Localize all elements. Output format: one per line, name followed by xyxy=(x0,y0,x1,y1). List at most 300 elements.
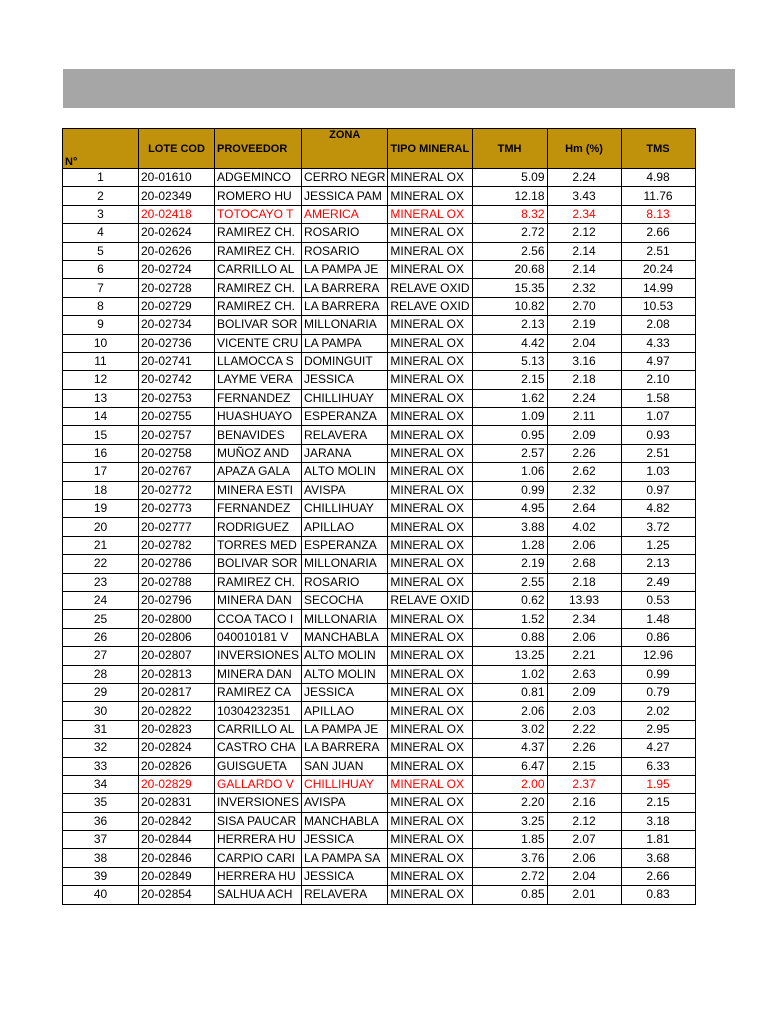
cell-number: 34 xyxy=(63,775,139,793)
cell-hm: 2.18 xyxy=(547,573,621,591)
cell-hm: 2.62 xyxy=(547,463,621,481)
cell-tms: 8.13 xyxy=(621,205,695,223)
cell-hm: 2.14 xyxy=(547,242,621,260)
cell-proveedor: RAMIREZ CH. xyxy=(215,573,302,591)
cell-tipo-mineral: RELAVE OXID xyxy=(388,279,472,297)
cell-hm: 2.24 xyxy=(547,389,621,407)
cell-proveedor: CARRILLO AL xyxy=(215,720,302,738)
cell-zona: LA BARRERA xyxy=(302,279,388,297)
cell-tipo-mineral: MINERAL OX xyxy=(388,187,472,205)
table-row xyxy=(63,316,696,334)
cell-tmh: 1.02 xyxy=(472,665,547,683)
cell-tmh: 4.37 xyxy=(472,739,547,757)
table-row xyxy=(63,518,696,536)
table-row xyxy=(63,867,696,885)
table-row xyxy=(63,297,696,315)
cell-hm: 2.68 xyxy=(547,555,621,573)
cell-number: 28 xyxy=(63,665,139,683)
cell-lote-cod: 20-02844 xyxy=(139,831,215,849)
cell-tms: 11.76 xyxy=(621,187,695,205)
cell-hm: 2.06 xyxy=(547,849,621,867)
cell-tipo-mineral: MINERAL OX xyxy=(388,665,472,683)
cell-tipo-mineral: MINERAL OX xyxy=(388,757,472,775)
cell-lote-cod: 20-02849 xyxy=(139,867,215,885)
cell-tipo-mineral: MINERAL OX xyxy=(388,371,472,389)
table-row xyxy=(63,242,696,260)
cell-proveedor: RODRIGUEZ xyxy=(215,518,302,536)
cell-number: 40 xyxy=(63,886,139,904)
table-row xyxy=(63,555,696,573)
cell-tmh: 0.99 xyxy=(472,481,547,499)
table-row xyxy=(63,389,696,407)
cell-tms: 2.51 xyxy=(621,242,695,260)
cell-hm: 2.19 xyxy=(547,316,621,334)
title-banner xyxy=(63,69,735,108)
cell-number: 13 xyxy=(63,389,139,407)
cell-zona: ROSARIO xyxy=(302,224,388,242)
cell-number: 20 xyxy=(63,518,139,536)
cell-proveedor: INVERSIONES xyxy=(215,794,302,812)
cell-lote-cod: 20-02842 xyxy=(139,812,215,830)
cell-zona: LA BARRERA xyxy=(302,739,388,757)
cell-zona: ESPERANZA xyxy=(302,408,388,426)
cell-zona: SAN JUAN xyxy=(302,757,388,775)
cell-tms: 4.97 xyxy=(621,352,695,370)
cell-tipo-mineral: MINERAL OX xyxy=(388,389,472,407)
cell-tmh: 2.20 xyxy=(472,794,547,812)
cell-zona: JESSICA xyxy=(302,831,388,849)
cell-tms: 1.25 xyxy=(621,536,695,554)
cell-hm: 3.16 xyxy=(547,352,621,370)
cell-tipo-mineral: MINERAL OX xyxy=(388,169,472,187)
cell-number: 7 xyxy=(63,279,139,297)
cell-proveedor: VICENTE CRU xyxy=(215,334,302,352)
cell-zona: SECOCHA xyxy=(302,591,388,609)
cell-proveedor: GUISGUETA xyxy=(215,757,302,775)
cell-hm: 2.37 xyxy=(547,775,621,793)
cell-zona: MILLONARIA xyxy=(302,555,388,573)
cell-lote-cod: 20-02806 xyxy=(139,628,215,646)
cell-lote-cod: 20-02767 xyxy=(139,463,215,481)
cell-tipo-mineral: MINERAL OX xyxy=(388,739,472,757)
cell-tmh: 20.68 xyxy=(472,260,547,278)
cell-proveedor: RAMIREZ CH. xyxy=(215,242,302,260)
cell-hm: 2.06 xyxy=(547,628,621,646)
cell-hm: 2.04 xyxy=(547,334,621,352)
table-row xyxy=(63,500,696,518)
cell-proveedor: RAMIREZ CH. xyxy=(215,279,302,297)
cell-number: 21 xyxy=(63,536,139,554)
table-row xyxy=(63,628,696,646)
cell-tipo-mineral: MINERAL OX xyxy=(388,886,472,904)
cell-number: 25 xyxy=(63,610,139,628)
cell-zona: JESSICA PAM xyxy=(302,187,388,205)
table-row xyxy=(63,720,696,738)
table-row xyxy=(63,812,696,830)
cell-lote-cod: 20-02817 xyxy=(139,683,215,701)
cell-tms: 1.48 xyxy=(621,610,695,628)
cell-tmh: 2.15 xyxy=(472,371,547,389)
cell-tipo-mineral: MINERAL OX xyxy=(388,831,472,849)
cell-zona: JARANA xyxy=(302,444,388,462)
cell-tmh: 3.25 xyxy=(472,812,547,830)
cell-tipo-mineral: MINERAL OX xyxy=(388,224,472,242)
cell-hm: 2.04 xyxy=(547,867,621,885)
cell-tmh: 13.25 xyxy=(472,647,547,665)
header-tipo-mineral: TIPO MINERAL xyxy=(388,129,472,169)
cell-number: 33 xyxy=(63,757,139,775)
cell-tipo-mineral: MINERAL OX xyxy=(388,260,472,278)
cell-proveedor: RAMIREZ CH. xyxy=(215,224,302,242)
cell-zona: ALTO MOLIN xyxy=(302,665,388,683)
cell-hm: 2.09 xyxy=(547,683,621,701)
cell-tms: 1.95 xyxy=(621,775,695,793)
table-row xyxy=(63,702,696,720)
cell-tmh: 2.00 xyxy=(472,775,547,793)
cell-zona: RELAVERA xyxy=(302,426,388,444)
cell-lote-cod: 20-02846 xyxy=(139,849,215,867)
cell-hm: 2.18 xyxy=(547,371,621,389)
cell-tms: 0.86 xyxy=(621,628,695,646)
cell-zona: APILLAO xyxy=(302,702,388,720)
cell-zona: AVISPA xyxy=(302,794,388,812)
cell-hm: 2.12 xyxy=(547,224,621,242)
cell-tms: 2.49 xyxy=(621,573,695,591)
cell-tmh: 4.42 xyxy=(472,334,547,352)
cell-tms: 2.95 xyxy=(621,720,695,738)
cell-proveedor: FERNANDEZ xyxy=(215,500,302,518)
cell-tmh: 12.18 xyxy=(472,187,547,205)
cell-tipo-mineral: MINERAL OX xyxy=(388,352,472,370)
cell-tms: 4.98 xyxy=(621,169,695,187)
cell-proveedor: 10304232351 xyxy=(215,702,302,720)
cell-tmh: 1.09 xyxy=(472,408,547,426)
cell-proveedor: TOTOCAYO T xyxy=(215,205,302,223)
cell-tms: 4.33 xyxy=(621,334,695,352)
cell-hm: 2.12 xyxy=(547,812,621,830)
cell-hm: 2.32 xyxy=(547,481,621,499)
cell-hm: 2.24 xyxy=(547,169,621,187)
cell-number: 24 xyxy=(63,591,139,609)
cell-proveedor: RAMIREZ CA xyxy=(215,683,302,701)
table-row xyxy=(63,665,696,683)
cell-number: 6 xyxy=(63,260,139,278)
cell-proveedor: APAZA GALA xyxy=(215,463,302,481)
cell-lote-cod: 20-02626 xyxy=(139,242,215,260)
cell-tmh: 2.19 xyxy=(472,555,547,573)
cell-tmh: 0.95 xyxy=(472,426,547,444)
cell-zona: JESSICA xyxy=(302,371,388,389)
cell-tms: 4.82 xyxy=(621,500,695,518)
cell-hm: 2.26 xyxy=(547,444,621,462)
cell-number: 37 xyxy=(63,831,139,849)
cell-number: 38 xyxy=(63,849,139,867)
cell-tms: 0.83 xyxy=(621,886,695,904)
cell-tms: 3.68 xyxy=(621,849,695,867)
table-row xyxy=(63,683,696,701)
cell-zona: ALTO MOLIN xyxy=(302,463,388,481)
table-row xyxy=(63,444,696,462)
cell-number: 19 xyxy=(63,500,139,518)
header-lote-cod: LOTE COD xyxy=(139,129,215,169)
cell-zona: CHILLIHUAY xyxy=(302,500,388,518)
cell-tms: 1.03 xyxy=(621,463,695,481)
cell-tipo-mineral: MINERAL OX xyxy=(388,647,472,665)
table-row xyxy=(63,187,696,205)
cell-tmh: 1.06 xyxy=(472,463,547,481)
cell-number: 32 xyxy=(63,739,139,757)
header-proveedor: PROVEEDOR xyxy=(215,129,302,169)
cell-proveedor: BOLIVAR SOR xyxy=(215,555,302,573)
cell-tipo-mineral: MINERAL OX xyxy=(388,683,472,701)
table-row xyxy=(63,481,696,499)
cell-tipo-mineral: MINERAL OX xyxy=(388,536,472,554)
cell-tipo-mineral: MINERAL OX xyxy=(388,812,472,830)
cell-tms: 12.96 xyxy=(621,647,695,665)
cell-zona: JESSICA xyxy=(302,867,388,885)
cell-lote-cod: 20-02786 xyxy=(139,555,215,573)
cell-number: 4 xyxy=(63,224,139,242)
cell-tms: 20.24 xyxy=(621,260,695,278)
cell-lote-cod: 20-02724 xyxy=(139,260,215,278)
cell-number: 2 xyxy=(63,187,139,205)
cell-tipo-mineral: MINERAL OX xyxy=(388,794,472,812)
cell-proveedor: HUASHUAYO xyxy=(215,408,302,426)
cell-hm: 2.32 xyxy=(547,279,621,297)
cell-tms: 2.02 xyxy=(621,702,695,720)
cell-hm: 2.22 xyxy=(547,720,621,738)
header-row xyxy=(63,129,696,169)
cell-hm: 2.34 xyxy=(547,610,621,628)
table-row xyxy=(63,831,696,849)
cell-tmh: 2.13 xyxy=(472,316,547,334)
cell-zona: MANCHABLA xyxy=(302,628,388,646)
cell-tms: 1.07 xyxy=(621,408,695,426)
cell-hm: 2.15 xyxy=(547,757,621,775)
cell-tipo-mineral: MINERAL OX xyxy=(388,702,472,720)
cell-lote-cod: 20-02772 xyxy=(139,481,215,499)
cell-number: 11 xyxy=(63,352,139,370)
table-row xyxy=(63,224,696,242)
cell-hm: 2.07 xyxy=(547,831,621,849)
cell-zona: AVISPA xyxy=(302,481,388,499)
table-row xyxy=(63,775,696,793)
cell-number: 26 xyxy=(63,628,139,646)
header-tms: TMS xyxy=(621,129,695,169)
cell-zona: CERRO NEGR xyxy=(302,169,388,187)
cell-proveedor: CARPIO CARI xyxy=(215,849,302,867)
cell-lote-cod: 20-02777 xyxy=(139,518,215,536)
header-number: N° xyxy=(63,129,139,169)
cell-tms: 2.66 xyxy=(621,867,695,885)
cell-tipo-mineral: MINERAL OX xyxy=(388,463,472,481)
cell-tipo-mineral: MINERAL OX xyxy=(388,628,472,646)
cell-tms: 6.33 xyxy=(621,757,695,775)
table-row xyxy=(63,610,696,628)
cell-number: 30 xyxy=(63,702,139,720)
cell-number: 16 xyxy=(63,444,139,462)
cell-hm: 2.11 xyxy=(547,408,621,426)
cell-zona: DOMINGUIT xyxy=(302,352,388,370)
cell-proveedor: HERRERA HU xyxy=(215,867,302,885)
table-row xyxy=(63,408,696,426)
cell-proveedor: MINERA ESTI xyxy=(215,481,302,499)
cell-lote-cod: 20-02824 xyxy=(139,739,215,757)
cell-number: 23 xyxy=(63,573,139,591)
table-row xyxy=(63,757,696,775)
cell-zona: RELAVERA xyxy=(302,886,388,904)
cell-lote-cod: 20-02800 xyxy=(139,610,215,628)
table-row xyxy=(63,205,696,223)
cell-zona: LA PAMPA xyxy=(302,334,388,352)
cell-tms: 3.72 xyxy=(621,518,695,536)
cell-lote-cod: 20-01610 xyxy=(139,169,215,187)
cell-proveedor: RAMIREZ CH. xyxy=(215,297,302,315)
cell-lote-cod: 20-02729 xyxy=(139,297,215,315)
cell-lote-cod: 20-02755 xyxy=(139,408,215,426)
cell-proveedor: CCOA TACO I xyxy=(215,610,302,628)
cell-tms: 0.97 xyxy=(621,481,695,499)
cell-tipo-mineral: MINERAL OX xyxy=(388,867,472,885)
cell-tipo-mineral: MINERAL OX xyxy=(388,775,472,793)
table-row xyxy=(63,536,696,554)
cell-tms: 0.79 xyxy=(621,683,695,701)
cell-hm: 4.02 xyxy=(547,518,621,536)
table-row xyxy=(63,279,696,297)
table-row xyxy=(63,334,696,352)
cell-tmh: 1.28 xyxy=(472,536,547,554)
cell-tms: 2.08 xyxy=(621,316,695,334)
table-row xyxy=(63,371,696,389)
cell-lote-cod: 20-02753 xyxy=(139,389,215,407)
cell-tms: 2.15 xyxy=(621,794,695,812)
cell-tms: 0.93 xyxy=(621,426,695,444)
cell-tipo-mineral: MINERAL OX xyxy=(388,408,472,426)
cell-number: 18 xyxy=(63,481,139,499)
header-hm: Hm (%) xyxy=(547,129,621,169)
cell-lote-cod: 20-02734 xyxy=(139,316,215,334)
cell-tms: 0.99 xyxy=(621,665,695,683)
cell-lote-cod: 20-02854 xyxy=(139,886,215,904)
cell-lote-cod: 20-02813 xyxy=(139,665,215,683)
cell-tipo-mineral: MINERAL OX xyxy=(388,500,472,518)
cell-hm: 2.03 xyxy=(547,702,621,720)
cell-zona: ESPERANZA xyxy=(302,536,388,554)
cell-lote-cod: 20-02788 xyxy=(139,573,215,591)
cell-number: 29 xyxy=(63,683,139,701)
cell-number: 10 xyxy=(63,334,139,352)
table-row xyxy=(63,591,696,609)
cell-tmh: 1.85 xyxy=(472,831,547,849)
cell-tipo-mineral: MINERAL OX xyxy=(388,481,472,499)
cell-tms: 1.58 xyxy=(621,389,695,407)
cell-tipo-mineral: MINERAL OX xyxy=(388,426,472,444)
cell-tmh: 2.72 xyxy=(472,867,547,885)
cell-tmh: 1.52 xyxy=(472,610,547,628)
cell-lote-cod: 20-02349 xyxy=(139,187,215,205)
cell-lote-cod: 20-02742 xyxy=(139,371,215,389)
cell-hm: 2.09 xyxy=(547,426,621,444)
cell-proveedor: MUÑOZ AND xyxy=(215,444,302,462)
cell-zona: LA PAMPA SA xyxy=(302,849,388,867)
cell-proveedor: SISA PAUCAR xyxy=(215,812,302,830)
cell-proveedor: BOLIVAR SOR xyxy=(215,316,302,334)
cell-number: 3 xyxy=(63,205,139,223)
cell-tmh: 2.06 xyxy=(472,702,547,720)
cell-hm: 2.01 xyxy=(547,886,621,904)
cell-proveedor: LAYME VERA xyxy=(215,371,302,389)
cell-zona: AMERICA xyxy=(302,205,388,223)
lots-table xyxy=(62,128,696,905)
cell-zona: ROSARIO xyxy=(302,573,388,591)
cell-lote-cod: 20-02757 xyxy=(139,426,215,444)
cell-lote-cod: 20-02624 xyxy=(139,224,215,242)
cell-tmh: 0.85 xyxy=(472,886,547,904)
cell-hm: 3.43 xyxy=(547,187,621,205)
cell-tmh: 3.76 xyxy=(472,849,547,867)
cell-tmh: 4.95 xyxy=(472,500,547,518)
cell-proveedor: MINERA DAN xyxy=(215,665,302,683)
cell-number: 39 xyxy=(63,867,139,885)
cell-zona: LA PAMPA JE xyxy=(302,720,388,738)
cell-hm: 13.93 xyxy=(547,591,621,609)
cell-tmh: 3.02 xyxy=(472,720,547,738)
cell-hm: 2.34 xyxy=(547,205,621,223)
cell-tmh: 0.88 xyxy=(472,628,547,646)
cell-proveedor: TORRES MED xyxy=(215,536,302,554)
cell-proveedor: 040010181 V xyxy=(215,628,302,646)
cell-proveedor: MINERA DAN xyxy=(215,591,302,609)
table-row xyxy=(63,169,696,187)
cell-lote-cod: 20-02807 xyxy=(139,647,215,665)
cell-zona: MANCHABLA xyxy=(302,812,388,830)
cell-proveedor: SALHUA ACH xyxy=(215,886,302,904)
cell-tms: 2.10 xyxy=(621,371,695,389)
cell-number: 8 xyxy=(63,297,139,315)
cell-tms: 1.81 xyxy=(621,831,695,849)
cell-hm: 2.14 xyxy=(547,260,621,278)
cell-tipo-mineral: MINERAL OX xyxy=(388,555,472,573)
header-zona: ZONA xyxy=(302,129,388,169)
table-row xyxy=(63,647,696,665)
table-row xyxy=(63,849,696,867)
cell-tipo-mineral: MINERAL OX xyxy=(388,242,472,260)
cell-hm: 2.70 xyxy=(547,297,621,315)
cell-hm: 2.26 xyxy=(547,739,621,757)
cell-lote-cod: 20-02741 xyxy=(139,352,215,370)
cell-number: 9 xyxy=(63,316,139,334)
cell-lote-cod: 20-02826 xyxy=(139,757,215,775)
cell-tms: 2.13 xyxy=(621,555,695,573)
cell-proveedor: CASTRO CHA xyxy=(215,739,302,757)
cell-lote-cod: 20-02823 xyxy=(139,720,215,738)
cell-tmh: 10.82 xyxy=(472,297,547,315)
cell-tmh: 0.81 xyxy=(472,683,547,701)
cell-proveedor: HERRERA HU xyxy=(215,831,302,849)
cell-lote-cod: 20-02758 xyxy=(139,444,215,462)
table-row xyxy=(63,352,696,370)
cell-lote-cod: 20-02773 xyxy=(139,500,215,518)
cell-lote-cod: 20-02831 xyxy=(139,794,215,812)
table-row xyxy=(63,426,696,444)
table-row xyxy=(63,794,696,812)
cell-tms: 14.99 xyxy=(621,279,695,297)
cell-tipo-mineral: MINERAL OX xyxy=(388,610,472,628)
cell-zona: LA PAMPA JE xyxy=(302,260,388,278)
cell-number: 1 xyxy=(63,169,139,187)
cell-proveedor: CARRILLO AL xyxy=(215,260,302,278)
table-row xyxy=(63,886,696,904)
